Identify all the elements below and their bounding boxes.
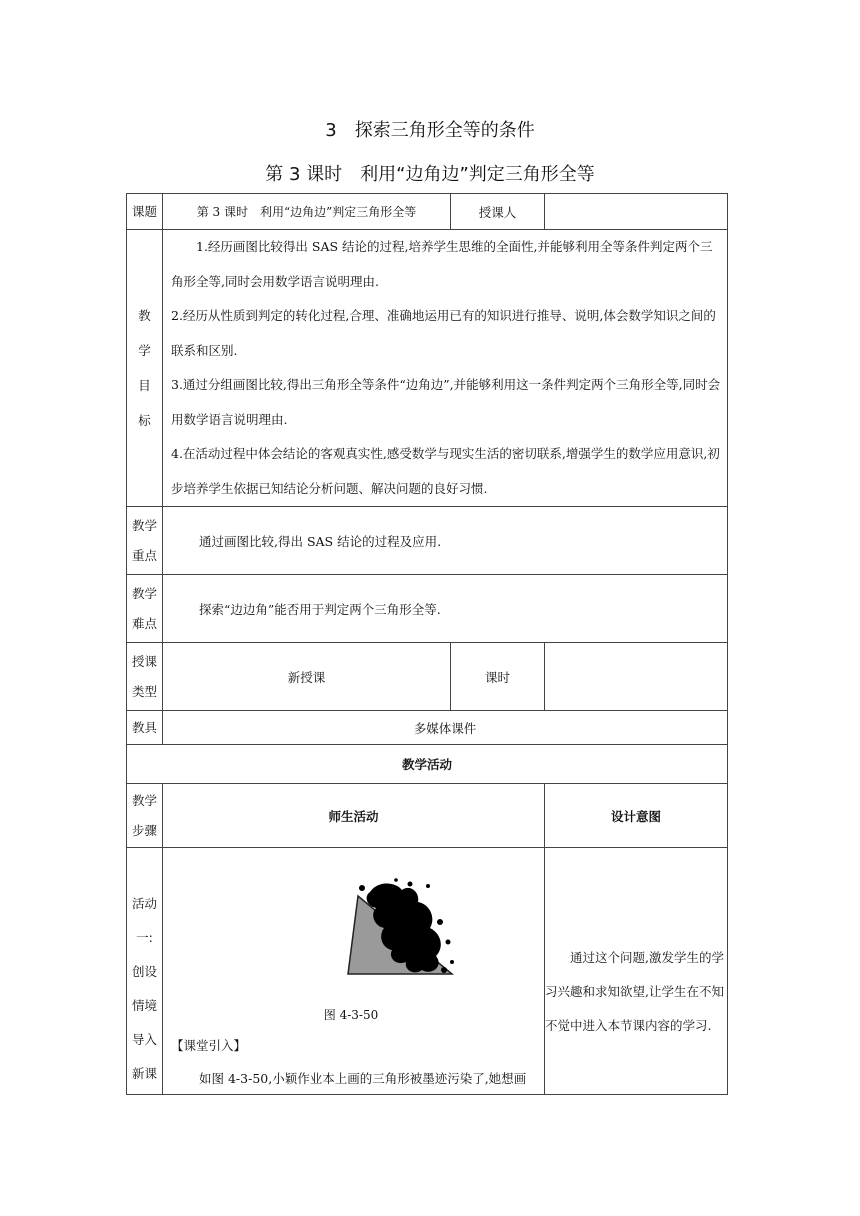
steps-label-line: 教学 [131, 792, 157, 808]
goal-item: 1.经历画图比较得出 SAS 结论的过程,培养学生思维的全面性,并能够利用全等条件判定两个三角形全等,同时会用数学语言说明理由. [171, 239, 713, 289]
design-intent-text: 通过这个问题,激发学生的学习兴趣和求知欲望,让学生在不知不觉中进入本节课内容的学习. [545, 949, 724, 1033]
difficulty-label [127, 575, 163, 643]
lesson-type-label-line: 授课 [131, 653, 157, 669]
key-point-row [127, 507, 728, 575]
activity1-label [127, 848, 163, 1095]
tools-row [127, 711, 728, 745]
steps-label-line: 步骤 [131, 822, 157, 838]
topic-value: 第 3 课时 利用“边角边”判定三角形全等 [163, 194, 451, 230]
goals-label [127, 230, 163, 507]
goals-label-char: 教 [138, 308, 151, 323]
lesson-title: 第 3 课时 利用“边角边”判定三角形全等 [265, 164, 595, 185]
period-value [545, 643, 728, 711]
activities-header-row [127, 745, 728, 784]
activity1-row [127, 848, 728, 1095]
goals-content [163, 230, 728, 507]
key-point-label-line: 重点 [131, 547, 157, 563]
goal-item: 3.通过分组画图比较,得出三角形全等条件“边角边”,并能够利用这一条件判定两个三角形全等,同时会用数学语言说明理由. [171, 377, 721, 427]
section-intro-title: 【课堂引入】 [171, 1038, 247, 1053]
teaching-goals-row [127, 230, 728, 507]
goal-item: 2.经历从性质到判定的转化过程,合理、准确地运用已有的知识进行推导、说明,体会数学知识之间的联系和区别. [171, 308, 716, 358]
activity1-label-line: 创设 [131, 964, 157, 979]
activity1-label-line: 导入 [131, 1032, 157, 1047]
activity1-label-line: 新课 [131, 1066, 157, 1081]
key-point-label-line: 教学 [131, 517, 157, 533]
key-point-text: 通过画图比较,得出 SAS 结论的过程及应用. [163, 507, 728, 575]
ink-stained-triangle-figure [340, 878, 470, 978]
goals-label-char: 目 [138, 378, 151, 393]
intro-text: 如图 4-3-50,小颖作业本上画的三角形被墨迹污染了,她想画 [199, 1071, 527, 1086]
difficulty-row [127, 575, 728, 643]
activity-column-header: 师生活动 [163, 784, 545, 848]
teacher-label: 授课人 [451, 194, 545, 230]
goal-item: 4.在活动过程中体会结论的客观真实性,感受数学与现实生活的密切联系,增强学生的数学应用意识,初步培养学生依据已知结论分析问题、解决问题的良好习惯. [171, 446, 720, 496]
goals-label-char: 标 [138, 413, 151, 428]
lesson-type-value: 新授课 [163, 643, 451, 711]
activity1-label-line: 活动 [131, 896, 157, 911]
steps-header-row [127, 784, 728, 848]
lesson-type-label [127, 643, 163, 711]
period-label: 课时 [451, 643, 545, 711]
lesson-plan-table [126, 193, 728, 1095]
topic-label: 课题 [127, 194, 163, 230]
goals-label-char: 学 [138, 343, 151, 358]
figure-caption: 图 4-3-50 [323, 1008, 379, 1022]
tools-label: 教具 [127, 711, 163, 745]
difficulty-text: 探索“边边角”能否用于判定两个三角形全等. [163, 575, 728, 643]
design-column-header: 设计意图 [545, 784, 728, 848]
lesson-topic-row [127, 194, 728, 230]
key-point-label [127, 507, 163, 575]
activity1-content [163, 848, 545, 1095]
teacher-value [545, 194, 728, 230]
difficulty-label-line: 难点 [131, 615, 157, 631]
section-title: 3 探索三角形全等的条件 [325, 120, 535, 141]
difficulty-label-line: 教学 [131, 585, 157, 601]
lesson-type-row [127, 643, 728, 711]
activity1-label-line: 情境 [131, 998, 157, 1013]
lesson-type-label-line: 类型 [131, 683, 157, 699]
activity1-label-line: 一: [136, 930, 153, 945]
design-intent [545, 848, 728, 1095]
steps-label [127, 784, 163, 848]
activities-header: 教学活动 [127, 745, 728, 784]
tools-value: 多媒体课件 [163, 711, 728, 745]
